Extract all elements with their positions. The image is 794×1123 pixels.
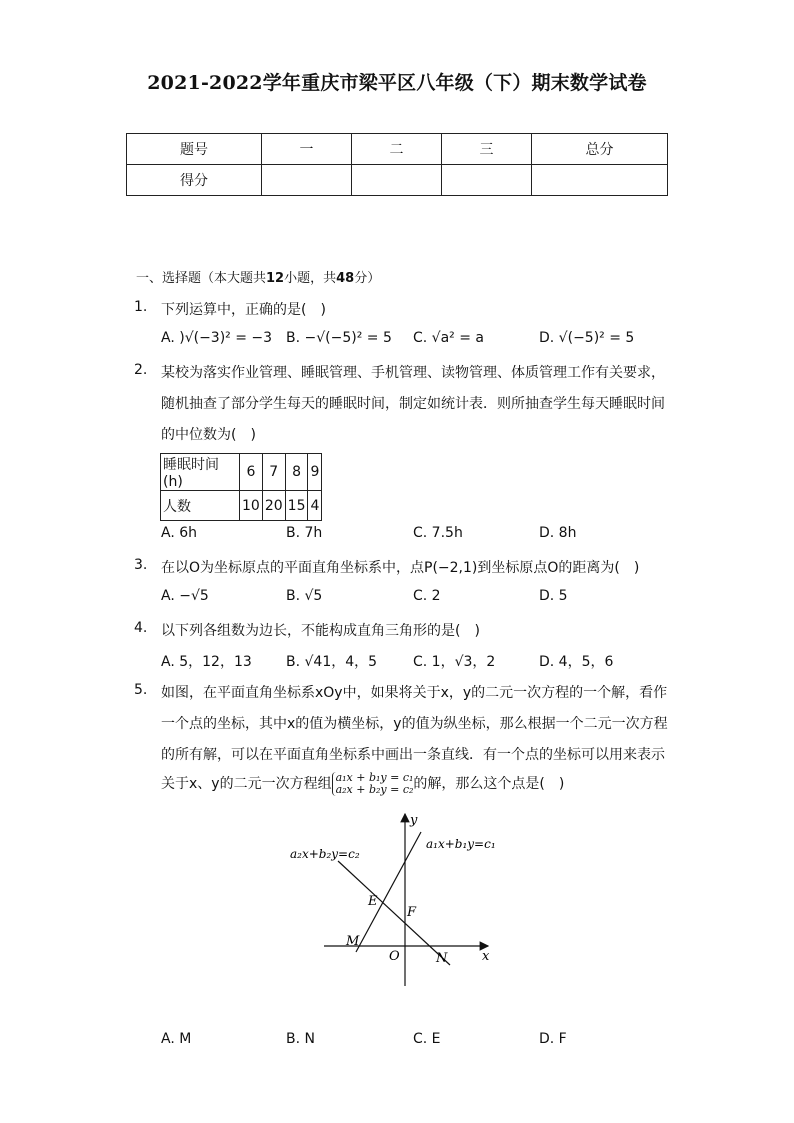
- table-cell: [352, 165, 442, 196]
- table-cell: [262, 165, 352, 196]
- option-a: A. M: [161, 1031, 192, 1047]
- question-text: 下列运算中，正确的是( ): [161, 302, 326, 318]
- table-cell: 总分: [532, 134, 668, 165]
- coordinate-figure: [280, 808, 520, 1008]
- option-b: B. −√(−5)² = 5: [286, 330, 392, 346]
- x-axis-label: x: [482, 949, 490, 964]
- question-text: 以下列各组数为边长，不能构成直角三角形的是( ): [161, 623, 480, 639]
- question-number: 2.: [134, 362, 148, 378]
- option-c: C. √a² = a: [413, 330, 484, 346]
- option-b: B. √5: [286, 588, 323, 604]
- option-c: C. 1，√3，2: [413, 654, 496, 670]
- table-cell: [442, 165, 532, 196]
- y-axis-label: y: [410, 813, 418, 828]
- table-row: [127, 134, 668, 165]
- point-n-label: N: [436, 951, 448, 966]
- table-row: [161, 454, 322, 491]
- question-text: 某校为落实作业管理、睡眠管理、手机管理、读物管理、体质管理工作有关要求，: [161, 365, 665, 381]
- table-cell: 4: [308, 491, 322, 521]
- option-b: B. 7h: [286, 525, 323, 541]
- table-cell: 得分: [127, 165, 262, 196]
- question-number: 3.: [134, 557, 148, 573]
- point-e-label: E: [368, 894, 378, 909]
- score-table: [126, 133, 668, 196]
- table-cell: 三: [442, 134, 532, 165]
- point-f-label: F: [407, 905, 417, 920]
- option-b: B. √41，4，5: [286, 654, 378, 670]
- question-text: 如图，在平面直角坐标系xOy中，如果将关于x，y的二元一次方程的一个解，看作: [161, 685, 668, 701]
- table-cell: 7: [262, 454, 285, 491]
- question-number: 1.: [134, 299, 148, 315]
- option-d: D. F: [539, 1031, 567, 1047]
- question-number: 4.: [134, 620, 148, 636]
- line-1: [356, 832, 421, 952]
- question-text: 随机抽查了部分学生每天的睡眠时间，制定如统计表．则所抽查学生每天睡眠时间: [161, 396, 665, 412]
- option-a: A. −√5: [161, 588, 209, 604]
- table-cell: 15: [285, 491, 308, 521]
- table-cell: [532, 165, 668, 196]
- table-cell: 二: [352, 134, 442, 165]
- page-title: 2021-2022学年重庆市梁平区八年级（下）期末数学试卷: [147, 72, 647, 94]
- table-row: [161, 491, 322, 521]
- line1-label: a₁x+b₁y=c₁: [426, 837, 496, 851]
- table-cell: 9: [308, 454, 322, 491]
- option-d: D. √(−5)² = 5: [539, 330, 635, 346]
- option-c: C. 7.5h: [413, 525, 463, 541]
- table-cell: 8: [285, 454, 308, 491]
- option-c: C. E: [413, 1031, 441, 1047]
- question-text: 关于x、y的二元一次方程组 a₁x + b₁y = c₁ a₂x + b₂y = c₂的解，那么这个点是( ): [161, 771, 565, 796]
- question-number: 5.: [134, 682, 148, 698]
- option-d: D. 8h: [539, 525, 577, 541]
- table-cell: 一: [262, 134, 352, 165]
- table-cell: 6: [240, 454, 263, 491]
- option-d: D. 4，5，6: [539, 654, 614, 670]
- table-cell: 10: [240, 491, 263, 521]
- table-cell: 人数: [161, 491, 240, 521]
- option-c: C. 2: [413, 588, 441, 604]
- point-m-label: M: [346, 934, 360, 949]
- option-a: A. 6h: [161, 525, 198, 541]
- origin-label: O: [389, 949, 400, 964]
- line2-label: a₂x+b₂y=c₂: [290, 847, 360, 861]
- table-cell: 题号: [127, 134, 262, 165]
- sleep-table: [160, 453, 322, 521]
- equation-system: a₁x + b₁y = c₁ a₂x + b₂y = c₂: [332, 772, 414, 796]
- option-b: B. N: [286, 1031, 315, 1047]
- question-text: 在以O为坐标原点的平面直角坐标系中，点P(−2,1)到坐标原点O的距离为( ): [161, 560, 640, 576]
- question-text: 的中位数为( ): [161, 427, 256, 443]
- question-text: 的所有解，可以在平面直角坐标系中画出一条直线．有一个点的坐标可以用来表示: [161, 747, 665, 763]
- table-row: [127, 165, 668, 196]
- section-heading: 一、选择题（本大题共12小题，共48分）: [136, 271, 381, 286]
- question-text: 一个点的坐标，其中x的值为横坐标，y的值为纵坐标，那么根据一个二元一次方程: [161, 716, 668, 732]
- option-d: D. 5: [539, 588, 568, 604]
- option-a: A. )√(−3)² = −3: [161, 330, 273, 346]
- table-cell: 睡眠时间(h): [161, 454, 240, 491]
- option-a: A. 5，12，13: [161, 654, 252, 670]
- table-cell: 20: [262, 491, 285, 521]
